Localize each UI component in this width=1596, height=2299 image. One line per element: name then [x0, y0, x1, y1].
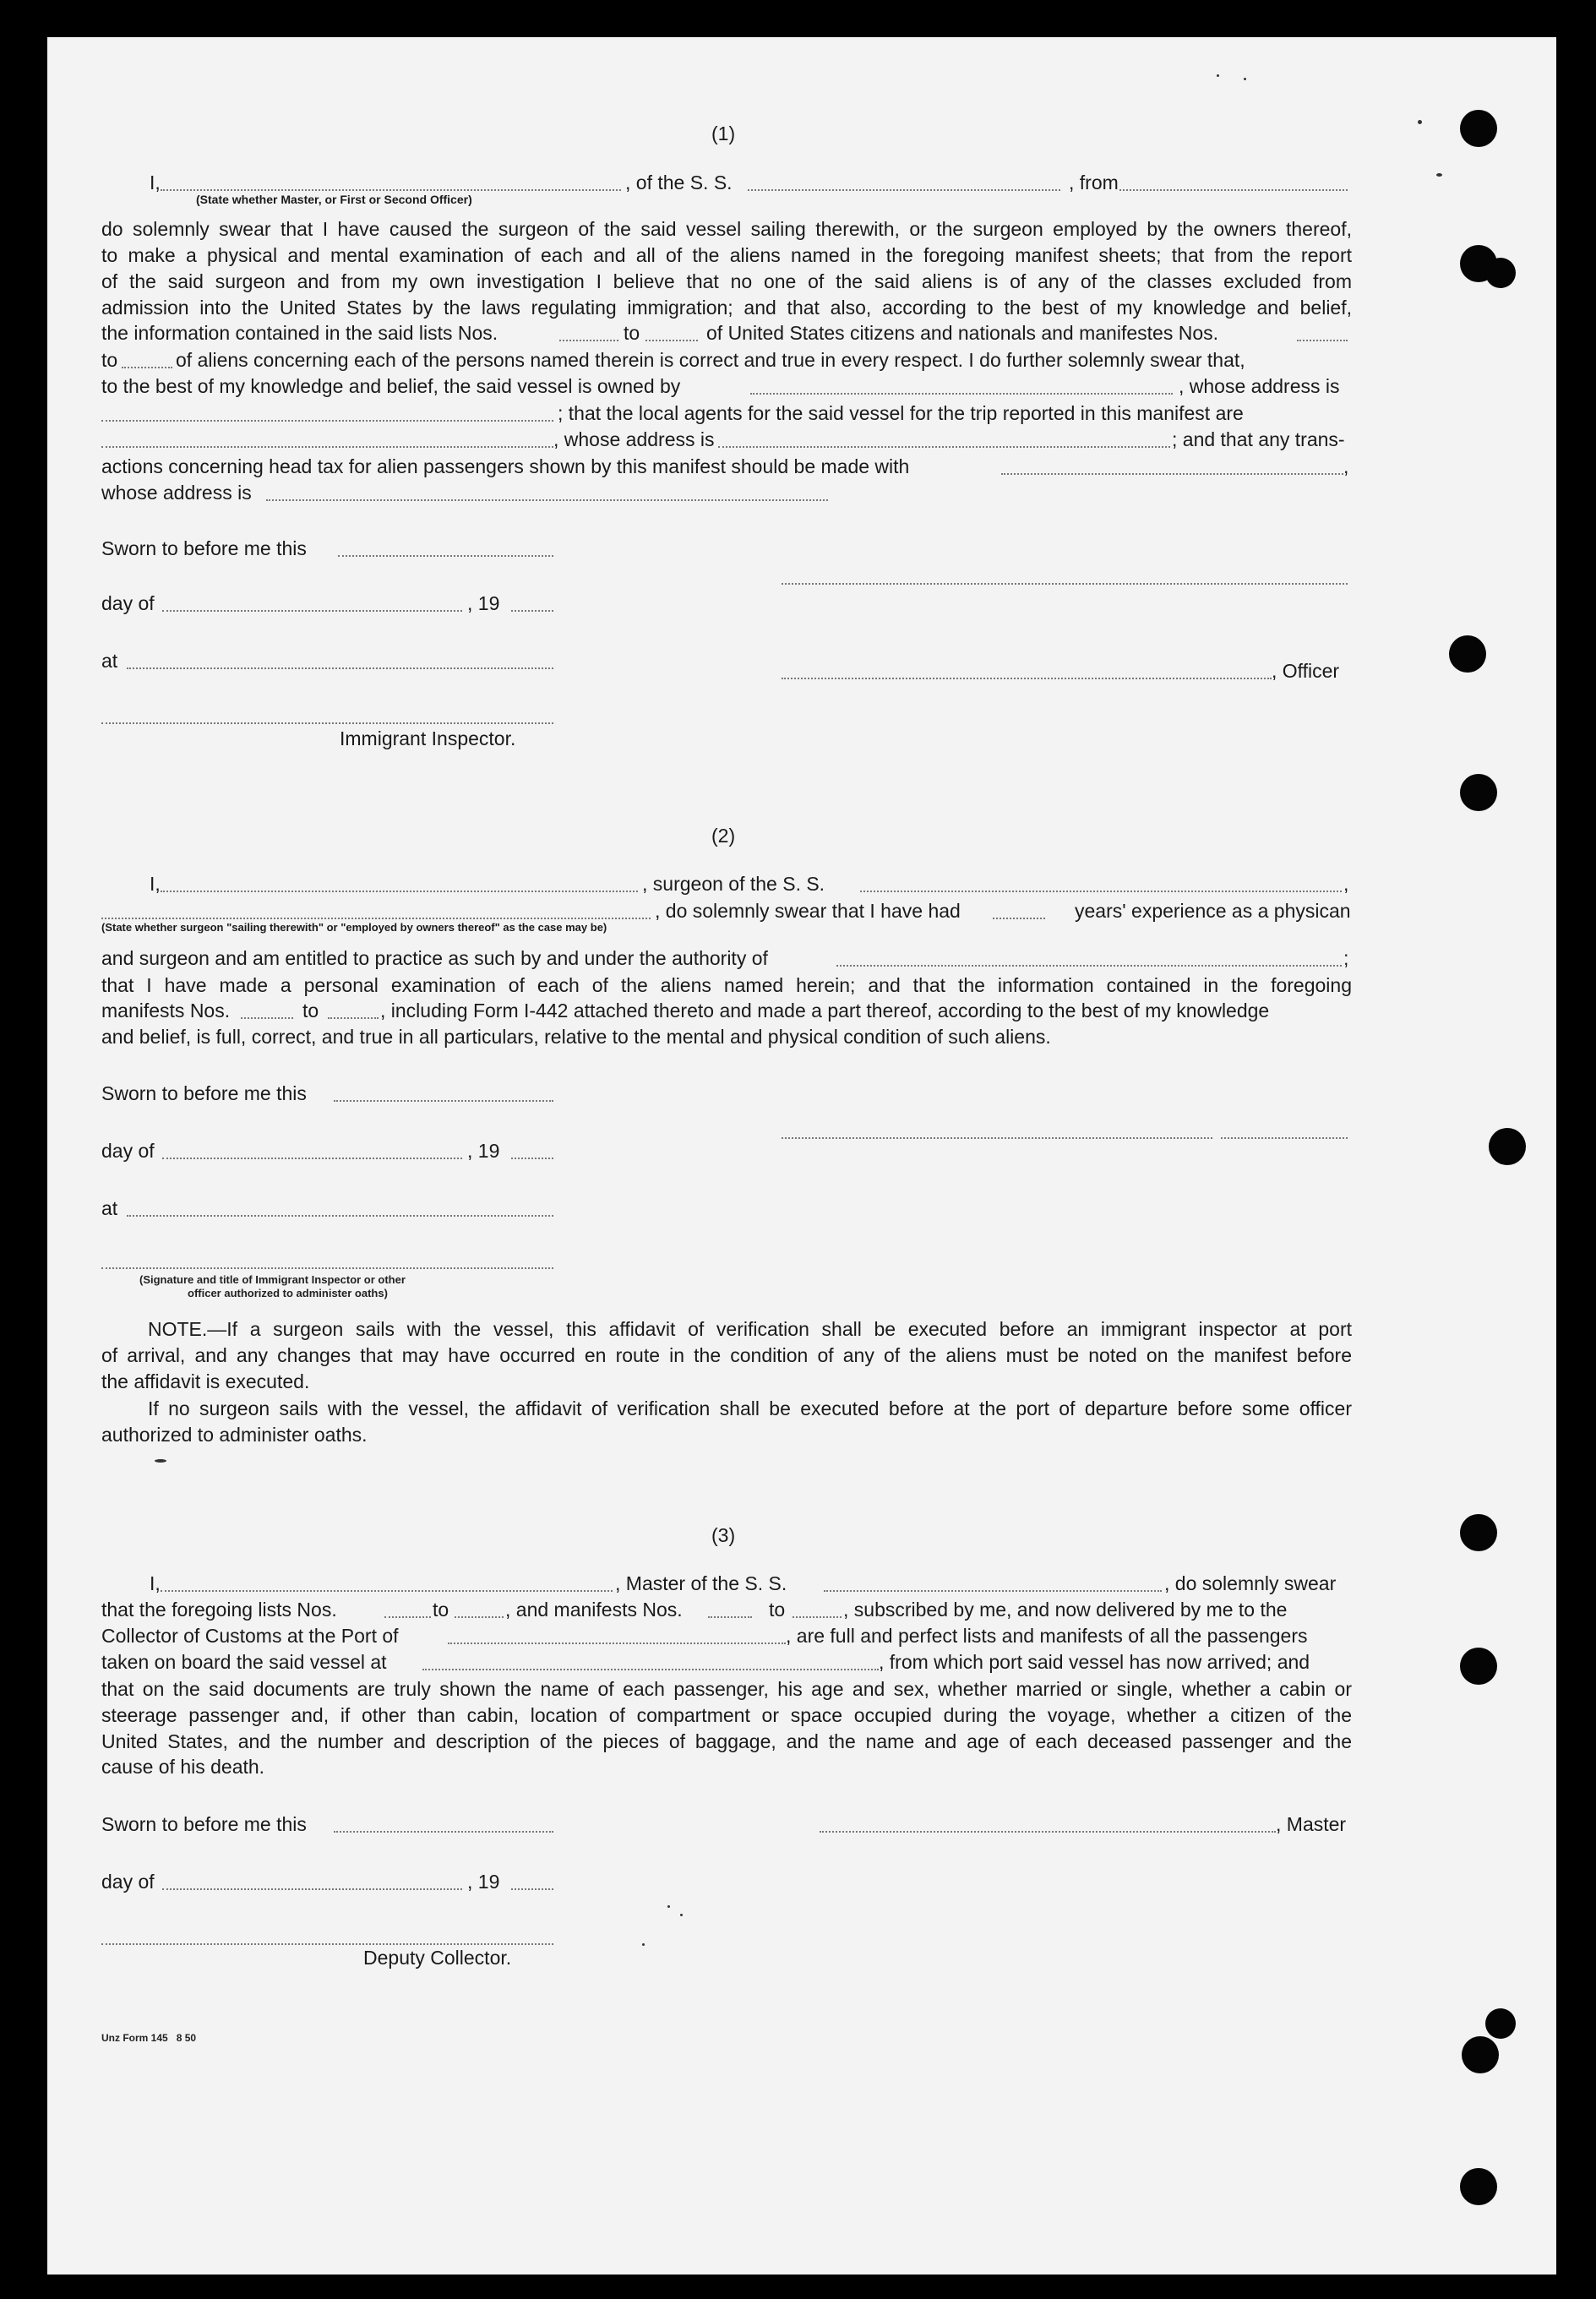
s2-l2b: years' experience as a physican [1075, 900, 1351, 922]
s2-sworn-field[interactable] [334, 1100, 553, 1102]
s3-l2c: , and manifests Nos. [505, 1599, 683, 1621]
s1-day-field[interactable] [162, 610, 462, 612]
s1-signature-line[interactable] [782, 583, 1348, 585]
section-3-number: (3) [711, 1524, 736, 1546]
punch-hole [1489, 1128, 1526, 1165]
s2-sworn: Sworn to before me this [101, 1082, 307, 1104]
s1-l7b: , whose address is [1179, 375, 1340, 397]
s1-l5b: to [624, 322, 640, 344]
punch-hole [1462, 2036, 1499, 2073]
s1-officer-field[interactable] [161, 189, 621, 191]
note-p1-1: NOTE.—If a surgeon sails with the vessel, this affidavit of verification shall be executed before an immigrant inspector at port [148, 1318, 1352, 1340]
s1-sworn: Sworn to before me this [101, 537, 307, 559]
s1-at: at [101, 650, 118, 672]
s1-l6b: of aliens concerning each of the persons named therein is correct and true in every respect. I do further solemnly swear that, [176, 349, 1245, 371]
s1-vessel-field[interactable] [748, 189, 1060, 191]
s1-para-2: to make a physical and mental examination of each and all of the aliens named in the foregoing manifest sheets; that from the report [101, 244, 1352, 266]
s3-l3a: Collector of Customs at the Port of [101, 1625, 399, 1647]
s1-list-from-field[interactable] [559, 340, 618, 341]
s1-owner-field[interactable] [750, 393, 1173, 395]
s3-nineteen: , 19 [467, 1871, 500, 1893]
s1-nineteen: , 19 [467, 592, 500, 614]
s1-agents-field[interactable] [101, 446, 553, 448]
s2-vessel-field[interactable] [860, 891, 1342, 892]
s3-master: , Master [1276, 1813, 1347, 1835]
s1-at-field[interactable] [127, 667, 553, 669]
s3-master-signature-line[interactable] [820, 1831, 1276, 1833]
punch-hole [1460, 1514, 1497, 1551]
s1-dayof: day of [101, 592, 155, 614]
s1-of-ss: , of the S. S. [625, 172, 733, 193]
s1-para-4: admission into the United States by the laws regulating immigration; and that also, according to the best of my knowledge and belief, [101, 297, 1352, 319]
s2-signature-title-line[interactable] [1221, 1137, 1348, 1139]
s1-officer: , Officer [1272, 660, 1340, 682]
s3-l3b: , are full and perfect lists and manifests of all the passengers [786, 1625, 1308, 1647]
s2-authority-field[interactable] [836, 965, 1342, 967]
s1-l11: whose address is [101, 482, 252, 504]
punch-hole [1449, 635, 1486, 673]
s3-dayof: day of [101, 1871, 155, 1893]
s2-day-field[interactable] [162, 1158, 462, 1159]
s1-agents-address-field[interactable] [718, 446, 1170, 448]
s2-i: I, [150, 873, 161, 895]
s3-year-field[interactable] [511, 1888, 553, 1890]
s3-para-3: United States, and the number and description of the pieces of baggage, and the name and age of each deceased passenger and the [101, 1730, 1352, 1752]
s1-para-3: of the said surgeon and from my own investigation I believe that no one of the said aliens is of any of the classes excluded from [101, 270, 1352, 292]
s1-inspector: Immigrant Inspector. [340, 727, 516, 749]
s2-year-field[interactable] [511, 1158, 553, 1159]
s2-inspector-line[interactable] [101, 1267, 553, 1269]
note-p1-3: the affidavit is executed. [101, 1370, 310, 1392]
s3-deputy: Deputy Collector. [363, 1947, 512, 1969]
s2-sig-caption-2: officer authorized to administer oaths) [188, 1287, 388, 1299]
s2-l4: that I have made a personal examination of each of the aliens named herein; and that the information contained in the foregoing [101, 974, 1352, 996]
s3-manifest-to-field[interactable] [793, 1616, 842, 1618]
s2-manifest-to-field[interactable] [328, 1017, 379, 1019]
s1-subcaption: (State whether Master, or First or Second Officer) [196, 193, 472, 206]
punch-hole [1485, 258, 1516, 288]
s1-l9b: ; and that any trans- [1172, 428, 1345, 450]
s1-year-field[interactable] [511, 610, 553, 612]
s1-l7a: to the best of my knowledge and belief, the said vessel is owned by [101, 375, 681, 397]
s2-nineteen: , 19 [467, 1140, 500, 1162]
s2-l6: and belief, is full, correct, and true in all particulars, relative to the mental and physical condition of such aliens. [101, 1026, 1051, 1048]
note-p2-1: If no surgeon sails with the vessel, the affidavit of verification shall be executed before at the port of departure before some officer [148, 1397, 1352, 1419]
s2-l2a: , do solemnly swear that I have had [655, 900, 961, 922]
s3-master-name-field[interactable] [161, 1590, 613, 1592]
s1-l9a: , whose address is [553, 428, 715, 450]
s1-from-field[interactable] [1119, 189, 1348, 191]
s3-l4b: , from which port said vessel has now arrived; and [879, 1651, 1310, 1673]
s3-port-field[interactable] [448, 1643, 786, 1644]
s3-l2b: to [433, 1599, 449, 1621]
s3-para-2: steerage passenger and, if other than cabin, location of compartment or space occupied during the voyage, whether a citizen of the [101, 1704, 1352, 1726]
s1-headtax-field[interactable] [1001, 473, 1343, 475]
form-sheet [47, 37, 1556, 2274]
s3-i: I, [150, 1572, 161, 1594]
punch-hole [1460, 110, 1497, 147]
s3-solemnly: , do solemnly swear [1164, 1572, 1337, 1594]
s1-headtax-address-field[interactable] [266, 499, 828, 501]
s3-para-4: cause of his death. [101, 1756, 265, 1778]
s3-day-field[interactable] [162, 1888, 462, 1890]
punch-hole [1460, 2168, 1497, 2205]
s3-l2a: that the foregoing lists Nos. [101, 1599, 337, 1621]
s3-manifest-from-field[interactable] [708, 1616, 752, 1618]
s1-i: I, [150, 172, 161, 193]
s3-list-to-field[interactable] [455, 1616, 504, 1618]
s2-at: at [101, 1197, 118, 1219]
s1-l5a: the information contained in the said lists Nos. [101, 322, 498, 344]
s2-manifest-from-field[interactable] [241, 1017, 293, 1019]
note-p1-2: of arrival, and any changes that may have occurred en route in the condition of any of the aliens must be noted on the manifest before [101, 1344, 1352, 1366]
s1-l6a: to [101, 349, 118, 371]
s3-master-of: , Master of the S. S. [615, 1572, 787, 1594]
s2-sig-caption-1: (Signature and title of Immigrant Inspector or other [139, 1273, 406, 1286]
punch-hole [1485, 2008, 1516, 2039]
s3-l2d: to [769, 1599, 786, 1621]
s1-officer-line[interactable] [782, 678, 1272, 679]
s2-surgeon-of: , surgeon of the S. S. [642, 873, 825, 895]
s1-l8: ; that the local agents for the said vessel for the trip reported in this manifest are [558, 402, 1244, 424]
punch-hole [1460, 774, 1497, 811]
s2-l3: and surgeon and am entitled to practice as such by and under the authority of [101, 947, 768, 969]
s2-at-field[interactable] [127, 1215, 553, 1217]
s1-para-1: do solemnly swear that I have caused the surgeon of the said vessel sailing therewith, or the surgeon employed by the owners thereof, [101, 218, 1352, 240]
s1-list-to-field[interactable] [645, 340, 698, 341]
s1-from: , from [1069, 172, 1119, 193]
s2-l5b: to [302, 1000, 319, 1021]
s1-manifest-from-field[interactable] [1297, 340, 1348, 341]
s3-para-1: that on the said documents are truly shown the name of each passenger, his age and sex, whether married or single, whether a cabin or [101, 1678, 1352, 1700]
form-footer: Unz Form 145 8 50 [101, 2032, 197, 2044]
s3-boarding-port-field[interactable] [422, 1669, 879, 1670]
s3-collector-line[interactable] [101, 1943, 553, 1945]
s2-years-field[interactable] [993, 918, 1045, 919]
section-2-number: (2) [711, 825, 736, 847]
s1-l10: actions concerning head tax for alien passengers shown by this manifest should be made with [101, 455, 910, 477]
note-p2-2: authorized to administer oaths. [101, 1424, 368, 1446]
punch-hole [1460, 1648, 1497, 1685]
s1-inspector-line[interactable] [101, 722, 553, 724]
s2-surgeon-name-field[interactable] [161, 891, 638, 892]
s2-signature-line[interactable] [782, 1137, 1212, 1139]
s1-sworn-field[interactable] [338, 555, 553, 557]
s2-dayof: day of [101, 1140, 155, 1162]
s2-l5c: , including Form I-442 attached thereto and made a part thereof, according to the best of my knowledge [380, 1000, 1270, 1021]
s3-list-from-field[interactable] [384, 1616, 431, 1618]
s2-subcaption: (State whether surgeon "sailing therewith" or "employed by owners thereof" as the case may be) [101, 921, 607, 934]
s3-l4a: taken on board the said vessel at [101, 1651, 387, 1673]
s3-l2e: , subscribed by me, and now delivered by me to the [843, 1599, 1288, 1621]
s3-sworn-field[interactable] [334, 1831, 553, 1833]
s2-capacity-field[interactable] [101, 918, 651, 919]
s1-owner-address-field[interactable] [101, 420, 553, 422]
s2-l5a: manifests Nos. [101, 1000, 231, 1021]
s3-vessel-field[interactable] [824, 1590, 1162, 1592]
section-1-number: (1) [711, 123, 736, 144]
s1-manifest-to-field[interactable] [122, 367, 172, 368]
s3-sworn: Sworn to before me this [101, 1813, 307, 1835]
s1-l5c: of United States citizens and nationals and manifestes Nos. [706, 322, 1219, 344]
